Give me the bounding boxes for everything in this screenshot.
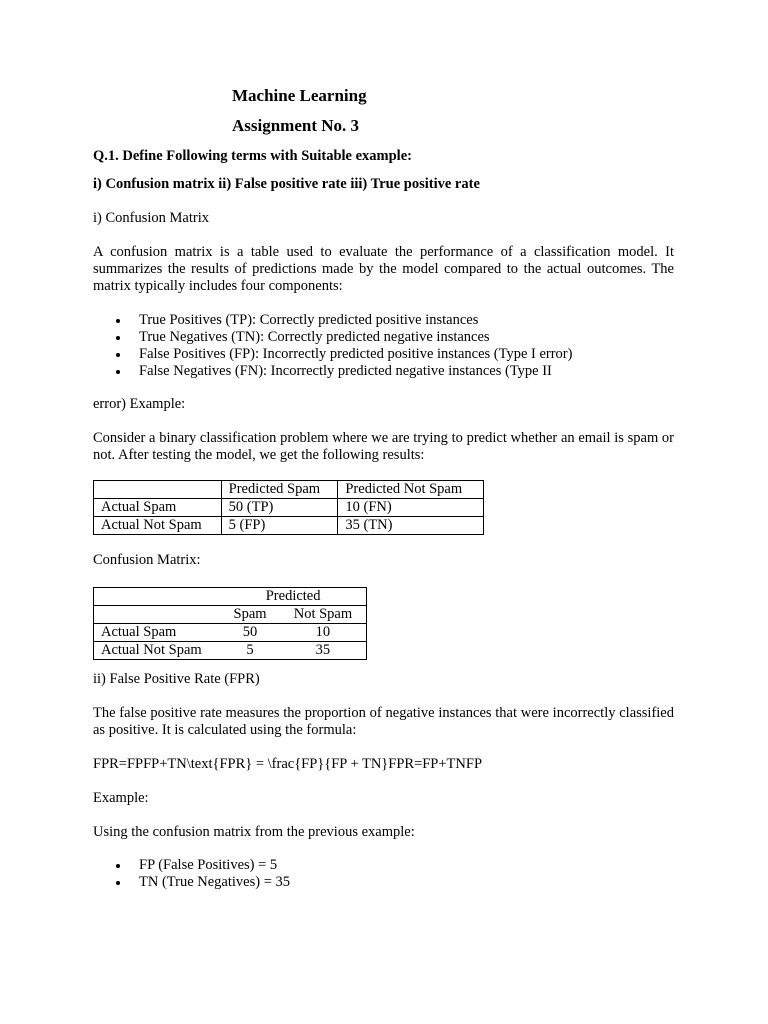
fpr-heading: ii) False Positive Rate (FPR): [93, 671, 260, 687]
table-cell: 50: [220, 624, 280, 642]
table-cell: 5: [246, 642, 254, 658]
table-cell: Not Spam: [280, 606, 367, 624]
table-cell: Actual Not Spam: [101, 642, 202, 658]
table-header-row: [94, 481, 484, 499]
confusion-matrix-table: [93, 587, 367, 660]
table-cell: Predicted Not Spam: [338, 481, 484, 499]
list-item: TN (True Negatives) = 35: [93, 874, 290, 891]
results-table: [93, 480, 484, 535]
confusion-matrix-label: Confusion Matrix:: [93, 552, 201, 568]
example-continuation: error) Example:: [93, 396, 186, 412]
table-cell: 35 (TN): [338, 517, 484, 535]
table-cell: [94, 481, 222, 499]
table-cell: 35: [315, 642, 331, 658]
document-title: Machine Learning: [232, 86, 367, 105]
table-header-row: [94, 606, 367, 624]
table-row: [94, 642, 367, 660]
list-item: True Positives (TP): Correctly predicted positive instances: [93, 312, 572, 329]
table-cell: Predicted Spam: [221, 481, 338, 499]
table-cell: 10: [280, 624, 367, 642]
table-cell: 50 (TP): [221, 499, 338, 517]
question-heading: Q.1. Define Following terms with Suitable example:: [93, 148, 412, 164]
table-cell: 10 (FN): [338, 499, 484, 517]
confusion-matrix-heading: i) Confusion Matrix: [93, 210, 209, 226]
table-row: [94, 517, 484, 535]
table-cell: 5 (FP): [221, 517, 338, 535]
fpr-formula: FPR=FPFP+TN\text{FPR} = \frac{FP}{FP + TN}FPR=FP+TNFP: [93, 756, 483, 772]
table-cell: Actual Spam: [94, 499, 222, 517]
list-item: True Negatives (TN): Correctly predicted negative instances: [93, 329, 572, 346]
confusion-matrix-paragraph: A confusion matrix is a table used to evaluate the performance of a classification model. It summarizes the results of predictions made by the model compared to the actual outcomes. The matrix typically includes four components:: [93, 244, 674, 294]
using-text: Using the confusion matrix from the previous example:: [93, 824, 415, 840]
table-cell: Spam: [220, 606, 280, 624]
list-item: False Positives (FP): Incorrectly predicted positive instances (Type I error): [93, 346, 572, 363]
components-list: [93, 312, 572, 380]
question-terms: i) Confusion matrix ii) False positive rate iii) True positive rate: [93, 176, 480, 192]
values-list: [93, 857, 290, 891]
example-label: Example:: [93, 790, 149, 806]
example-paragraph: Consider a binary classification problem where we are trying to predict whether an email is spam or not. After testing the model, we get the following results:: [93, 430, 674, 463]
list-item: False Negatives (FN): Incorrectly predicted negative instances (Type II: [93, 363, 572, 380]
predicted-header: Predicted: [220, 588, 366, 606]
table-row: [94, 499, 484, 517]
table-cell: Actual Not Spam: [94, 517, 222, 535]
assignment-number: Assignment No. 3: [232, 116, 360, 135]
fpr-paragraph: The false positive rate measures the proportion of negative instances that were incorrectly classified as positive. It is calculated using the formula:: [93, 705, 674, 738]
list-item: FP (False Positives) = 5: [93, 857, 290, 874]
table-cell: Actual Spam: [94, 624, 221, 642]
table-header-row: [94, 588, 367, 606]
table-row: [94, 624, 367, 642]
